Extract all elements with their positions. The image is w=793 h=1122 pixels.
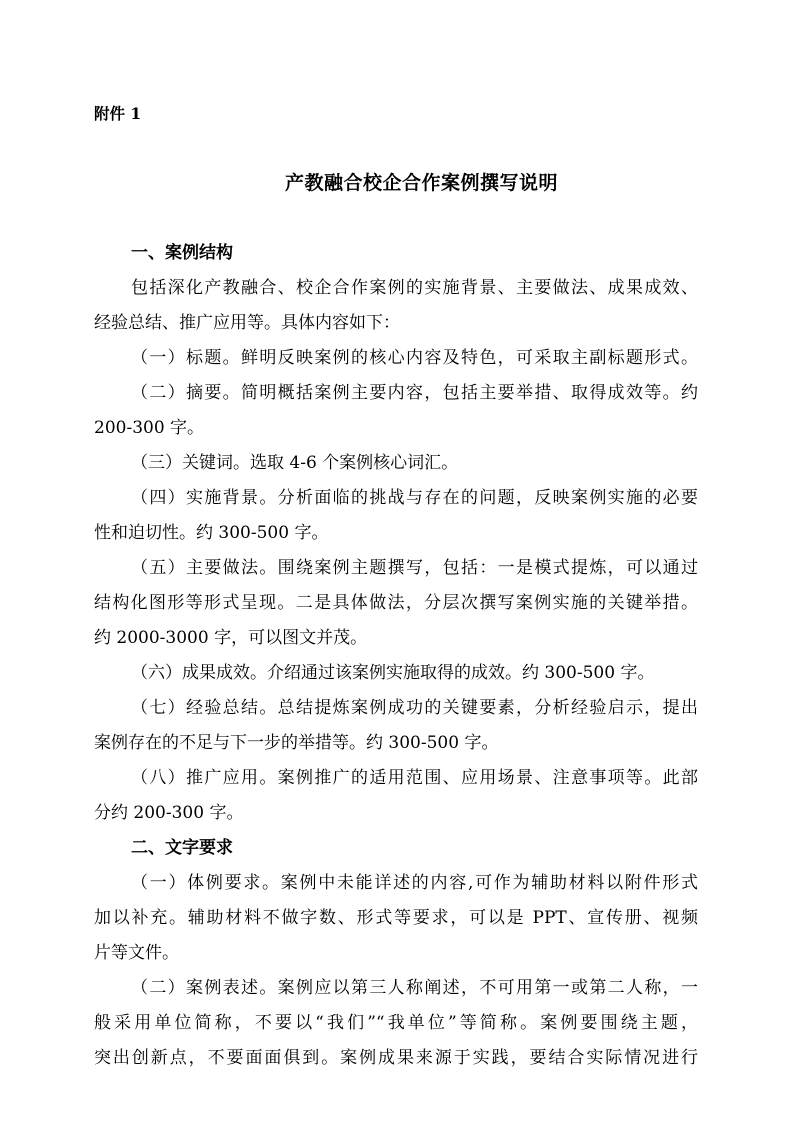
paragraph-line: （六）成果成效。介绍通过该案例实施取得的成效。约 300-500 字。 [131, 663, 655, 683]
paragraph-line: 案例存在的不足与下一步的举措等。约 300-500 字。 [94, 733, 499, 753]
paragraph-line: 加以补充。辅助材料不做字数、形式等要求，可以是 PPT、宣传册、视频 [94, 908, 698, 928]
paragraph-line: （七）经验总结。总结提炼案例成功的关键要素，分析经验启示，提出 [131, 698, 698, 718]
paragraph-line: 片等文件。 [94, 943, 179, 963]
section-heading: 二、文字要求 [131, 838, 233, 858]
paragraph-line: （一）体例要求。案例中未能详述的内容,可作为辅助材料以附件形式 [131, 873, 698, 893]
section-heading: 一、案例结构 [131, 243, 233, 263]
document-body [94, 236, 698, 1076]
paragraph-line: （五）主要做法。围绕案例主题撰写，包括：一是模式提炼，可以通过 [131, 558, 698, 578]
paragraph-line: 包括深化产教融合、校企合作案例的实施背景、主要做法、成果成效、 [131, 278, 698, 298]
paragraph-line: 性和迫切性。约 300-500 字。 [94, 523, 329, 543]
paragraph-line: （二）案例表述。案例应以第三人称阐述，不可用第一或第二人称，一 [131, 978, 698, 998]
paragraph-line: 般采用单位简称，不要以“我们”“我单位”等简称。案例要围绕主题， [94, 1013, 698, 1033]
attachment-label: 附件 1 [94, 104, 142, 123]
paragraph-line: 约 2000-3000 字，可以图文并茂。 [94, 628, 368, 648]
paragraph-line: （八）推广应用。案例推广的适用范围、应用场景、注意事项等。此部 [131, 768, 698, 788]
paragraph-line: 结构化图形等形式呈现。二是具体做法，分层次撰写案例实施的关键举措。 [94, 593, 698, 613]
paragraph-line: 经验总结、推广应用等。具体内容如下： [94, 313, 400, 333]
paragraph-line: （二）摘要。简明概括案例主要内容，包括主要举措、取得成效等。约 [131, 383, 698, 403]
paragraph-line: 200-300 字。 [94, 418, 205, 438]
document-title: 产教融合校企合作案例撰写说明 [284, 172, 558, 194]
paragraph-line: （三）关键词。选取 4-6 个案例核心词汇。 [131, 453, 459, 473]
paragraph-line: 突出创新点，不要面面俱到。案例成果来源于实践，要结合实际情况进行 [94, 1048, 698, 1068]
paragraph-line: （一）标题。鲜明反映案例的核心内容及特色，可采取主副标题形式。 [131, 348, 698, 368]
paragraph-line: （四）实施背景。分析面临的挑战与存在的问题，反映案例实施的必要 [131, 488, 698, 508]
paragraph-line: 分约 200-300 字。 [94, 803, 244, 823]
